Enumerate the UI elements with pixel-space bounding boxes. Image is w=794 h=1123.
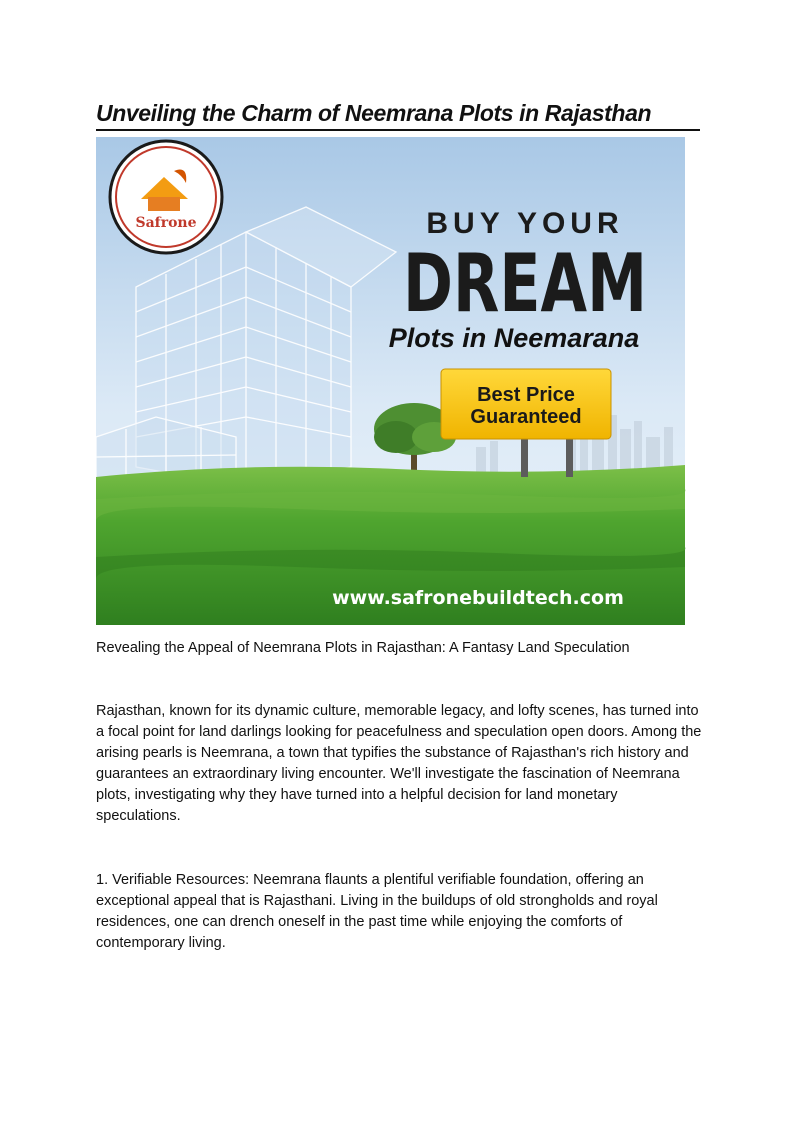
website-url: www.safronebuildtech.com xyxy=(332,587,624,609)
safrone-logo xyxy=(110,141,222,253)
subheadline: Plots in Neemarana xyxy=(388,323,640,353)
page-title: Unveiling the Charm of Neemrana Plots in Rajasthan xyxy=(96,98,700,131)
logo-text: Safrone xyxy=(135,215,197,231)
paragraph-point-1: 1. Verifiable Resources: Neemrana flaunts a plentiful verifiable foundation, offering an exceptional appeal that is Rajasthani. Living in the buildups of old strongholds and royal residences, one can drench oneself in the past time while enjoying the comforts of contemporary living. xyxy=(96,872,658,951)
headline-main: DREAM xyxy=(403,237,647,330)
paragraph-intro: Rajasthan, known for its dynamic culture, memorable legacy, and lofty scenes, has turned into a focal point for land darlings looking for peacefulness and speculation open doors. Among the arising pearls is Neemrana, a town that typifies the substance of Rajasthan's rich history and guarantees an extraordinary living encounter. We'll investigate the fascination of Neemrana plots, investigating why they have turned into a helpful decision for land monetary speculations. xyxy=(96,703,702,824)
headline-top: BUY YOUR xyxy=(426,207,624,240)
banner-image xyxy=(96,137,685,625)
sign-line-1: Best Price xyxy=(477,384,575,406)
image-caption: Revealing the Appeal of Neemrana Plots in Rajasthan: A Fantasy Land Speculation xyxy=(96,640,630,656)
sign-line-2: Guaranteed xyxy=(470,406,582,428)
